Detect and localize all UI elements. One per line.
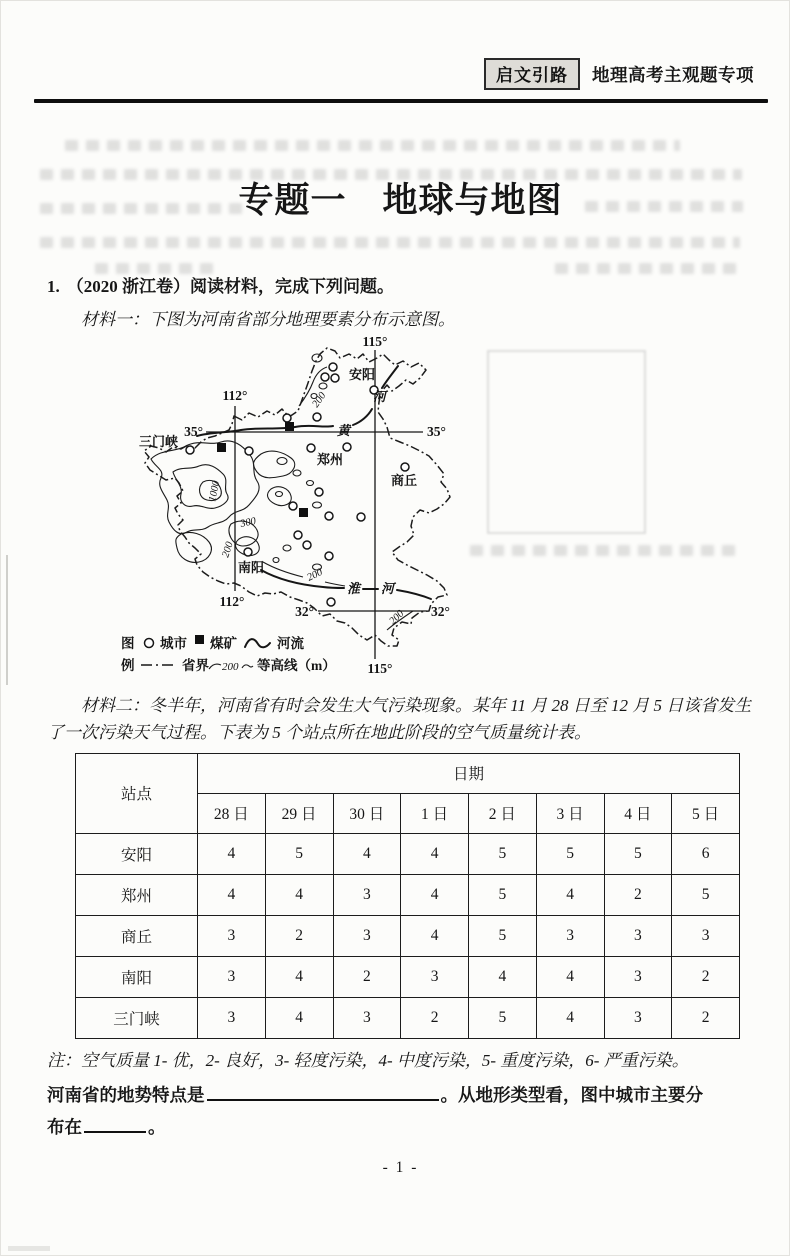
table-cell: 4 bbox=[265, 956, 333, 997]
table-cell: 2 bbox=[604, 874, 672, 915]
fill-line2-pre: 布在 bbox=[47, 1116, 82, 1137]
legend-contour-value: 200 bbox=[222, 661, 239, 673]
air-quality-table bbox=[75, 753, 740, 1039]
station-name: 安阳 bbox=[76, 833, 198, 874]
answer-blank-1 bbox=[207, 1081, 439, 1101]
table-row bbox=[76, 915, 740, 956]
legend-coal-label: 煤矿 bbox=[210, 636, 237, 651]
table-cell: 3 bbox=[198, 915, 266, 956]
contour-200-west: 200 bbox=[220, 540, 236, 559]
material-1-text: 材料一：下图为河南省部分地理要素分布示意图。 bbox=[81, 310, 455, 329]
contour-300: 300 bbox=[239, 515, 258, 530]
legend-border-label: 省界 bbox=[182, 658, 209, 673]
table-row bbox=[76, 874, 740, 915]
table-cell: 5 bbox=[265, 833, 333, 874]
table-cell: 4 bbox=[198, 833, 266, 874]
contour-200-north: 200 bbox=[310, 390, 329, 410]
table-cell: 4 bbox=[333, 833, 401, 874]
table-corner-header: 站点 bbox=[76, 753, 198, 833]
legend-contour-label: 等高线（m） bbox=[257, 658, 336, 673]
label-115-bottom: 115° bbox=[367, 661, 393, 676]
table-cell: 5 bbox=[604, 833, 672, 874]
table-cell: 3 bbox=[198, 997, 266, 1038]
label-huai-2: 河 bbox=[381, 581, 395, 596]
table-row bbox=[76, 956, 740, 997]
date-header: 28 日 bbox=[198, 793, 266, 833]
table-cell: 4 bbox=[536, 874, 604, 915]
label-35-right: 35° bbox=[427, 424, 446, 439]
legend-river-icon bbox=[245, 639, 270, 647]
page-number: - 1 - bbox=[382, 1159, 419, 1177]
table-cell: 4 bbox=[265, 997, 333, 1038]
label-anyang: 安阳 bbox=[349, 367, 376, 382]
table-cell: 3 bbox=[604, 915, 672, 956]
contour-1000: 1000 bbox=[207, 479, 223, 503]
river-labels bbox=[336, 389, 397, 596]
table-cell: 2 bbox=[333, 956, 401, 997]
table-cell: 5 bbox=[672, 874, 740, 915]
table-cell: 4 bbox=[536, 997, 604, 1038]
date-header: 3 日 bbox=[536, 793, 604, 833]
table-row bbox=[76, 833, 740, 874]
date-header: 30 日 bbox=[333, 793, 401, 833]
date-header: 29 日 bbox=[265, 793, 333, 833]
label-112-bottom: 112° bbox=[219, 594, 245, 609]
table-cell: 4 bbox=[536, 956, 604, 997]
date-header: 1 日 bbox=[401, 793, 469, 833]
fill-line1-post: 。从地形类型看，图中城市主要分 bbox=[440, 1084, 703, 1105]
table-cell: 2 bbox=[401, 997, 469, 1038]
table-cell: 4 bbox=[198, 874, 266, 915]
contour-200-se: 200 bbox=[387, 608, 407, 628]
table-cell: 3 bbox=[536, 915, 604, 956]
legend-contour-icon-tail bbox=[242, 665, 253, 668]
table-row bbox=[76, 997, 740, 1038]
table-cell: 4 bbox=[401, 874, 469, 915]
station-name: 郑州 bbox=[76, 874, 198, 915]
label-nanyang: 南阳 bbox=[238, 560, 265, 575]
legend-coal-icon bbox=[195, 635, 204, 644]
station-name: 三门峡 bbox=[76, 997, 198, 1038]
fill-line1-pre: 河南省的地势特点是 bbox=[47, 1084, 205, 1105]
table-cell: 3 bbox=[604, 997, 672, 1038]
table-cell: 3 bbox=[401, 956, 469, 997]
chapter-title: 专题一 地球与地图 bbox=[238, 181, 563, 220]
label-huang-2: 河 bbox=[373, 389, 387, 404]
table-cell: 4 bbox=[401, 915, 469, 956]
label-shangqiu: 商丘 bbox=[391, 473, 418, 488]
legend-city-label: 城市 bbox=[160, 636, 187, 651]
table-cell: 4 bbox=[265, 874, 333, 915]
legend-river-label: 河流 bbox=[277, 636, 304, 651]
station-name: 南阳 bbox=[76, 956, 198, 997]
fill-in-question bbox=[47, 1079, 754, 1144]
table-cell: 6 bbox=[672, 833, 740, 874]
table-cell: 3 bbox=[333, 874, 401, 915]
table-cell: 3 bbox=[604, 956, 672, 997]
table-cell: 2 bbox=[265, 915, 333, 956]
province-boundary bbox=[144, 348, 450, 646]
table-cell: 2 bbox=[672, 997, 740, 1038]
table-cell: 3 bbox=[333, 997, 401, 1038]
label-115-top: 115° bbox=[362, 334, 388, 349]
legend-contour-icon bbox=[209, 664, 221, 669]
answer-blank-2 bbox=[84, 1113, 146, 1133]
question-stem-text: （2020 浙江卷）阅读材料，完成下列问题。 bbox=[66, 277, 394, 296]
label-35-left: 35° bbox=[184, 424, 203, 439]
question-stem bbox=[47, 272, 754, 297]
label-zhengzhou: 郑州 bbox=[317, 452, 344, 467]
label-32-left: 32° bbox=[295, 604, 314, 619]
question-number: 1. bbox=[47, 277, 60, 296]
table-cell: 5 bbox=[469, 874, 537, 915]
date-header: 2 日 bbox=[469, 793, 537, 833]
table-cell: 5 bbox=[469, 915, 537, 956]
series-title: 地理高考主观题专项 bbox=[592, 64, 754, 85]
henan-map-figure bbox=[111, 334, 593, 684]
label-huai-1: 淮 bbox=[347, 581, 361, 596]
table-cell: 5 bbox=[536, 833, 604, 874]
table-cell: 3 bbox=[333, 915, 401, 956]
fill-line2-post: 。 bbox=[148, 1116, 166, 1137]
label-huang-1: 黄 bbox=[337, 423, 351, 438]
legend-label-bottom: 例 bbox=[121, 658, 135, 673]
header-rule bbox=[34, 99, 768, 103]
station-name: 商丘 bbox=[76, 915, 198, 956]
legend-label-top: 图 bbox=[121, 636, 135, 651]
table-cell: 4 bbox=[469, 956, 537, 997]
contour-200-south: 200 bbox=[305, 566, 325, 584]
henan-map-svg bbox=[111, 334, 593, 679]
scan-edge-artifact bbox=[8, 1246, 50, 1251]
degree-labels bbox=[184, 334, 450, 676]
date-header: 4 日 bbox=[604, 793, 672, 833]
legend-city-icon bbox=[145, 639, 154, 648]
table-cell: 3 bbox=[672, 915, 740, 956]
label-sanmenxia: 三门峡 bbox=[139, 434, 179, 449]
table-cell: 3 bbox=[198, 956, 266, 997]
table-cell: 4 bbox=[401, 833, 469, 874]
date-header: 5 日 bbox=[672, 793, 740, 833]
brand-badge: 启文引路 bbox=[484, 58, 580, 90]
map-legend bbox=[121, 635, 336, 673]
label-112-top: 112° bbox=[222, 388, 248, 403]
table-cell: 5 bbox=[469, 833, 537, 874]
table-group-header: 日期 bbox=[198, 753, 740, 793]
table-cell: 2 bbox=[672, 956, 740, 997]
table-cell: 5 bbox=[469, 997, 537, 1038]
material-2-text: 材料二：冬半年，河南省有时会发生大气污染现象。某年 11 月 28 日至 12 月 5 日该省发生了一次污染天气过程。下表为 5 个站点所在地此阶段的空气质量统计表。 bbox=[47, 696, 752, 742]
page-header bbox=[47, 0, 754, 90]
label-32-right: 32° bbox=[431, 604, 450, 619]
air-quality-note: 注：空气质量 1- 优，2- 良好，3- 轻度污染，4- 中度污染，5- 重度污染，6- 严重污染。 bbox=[47, 1050, 689, 1070]
